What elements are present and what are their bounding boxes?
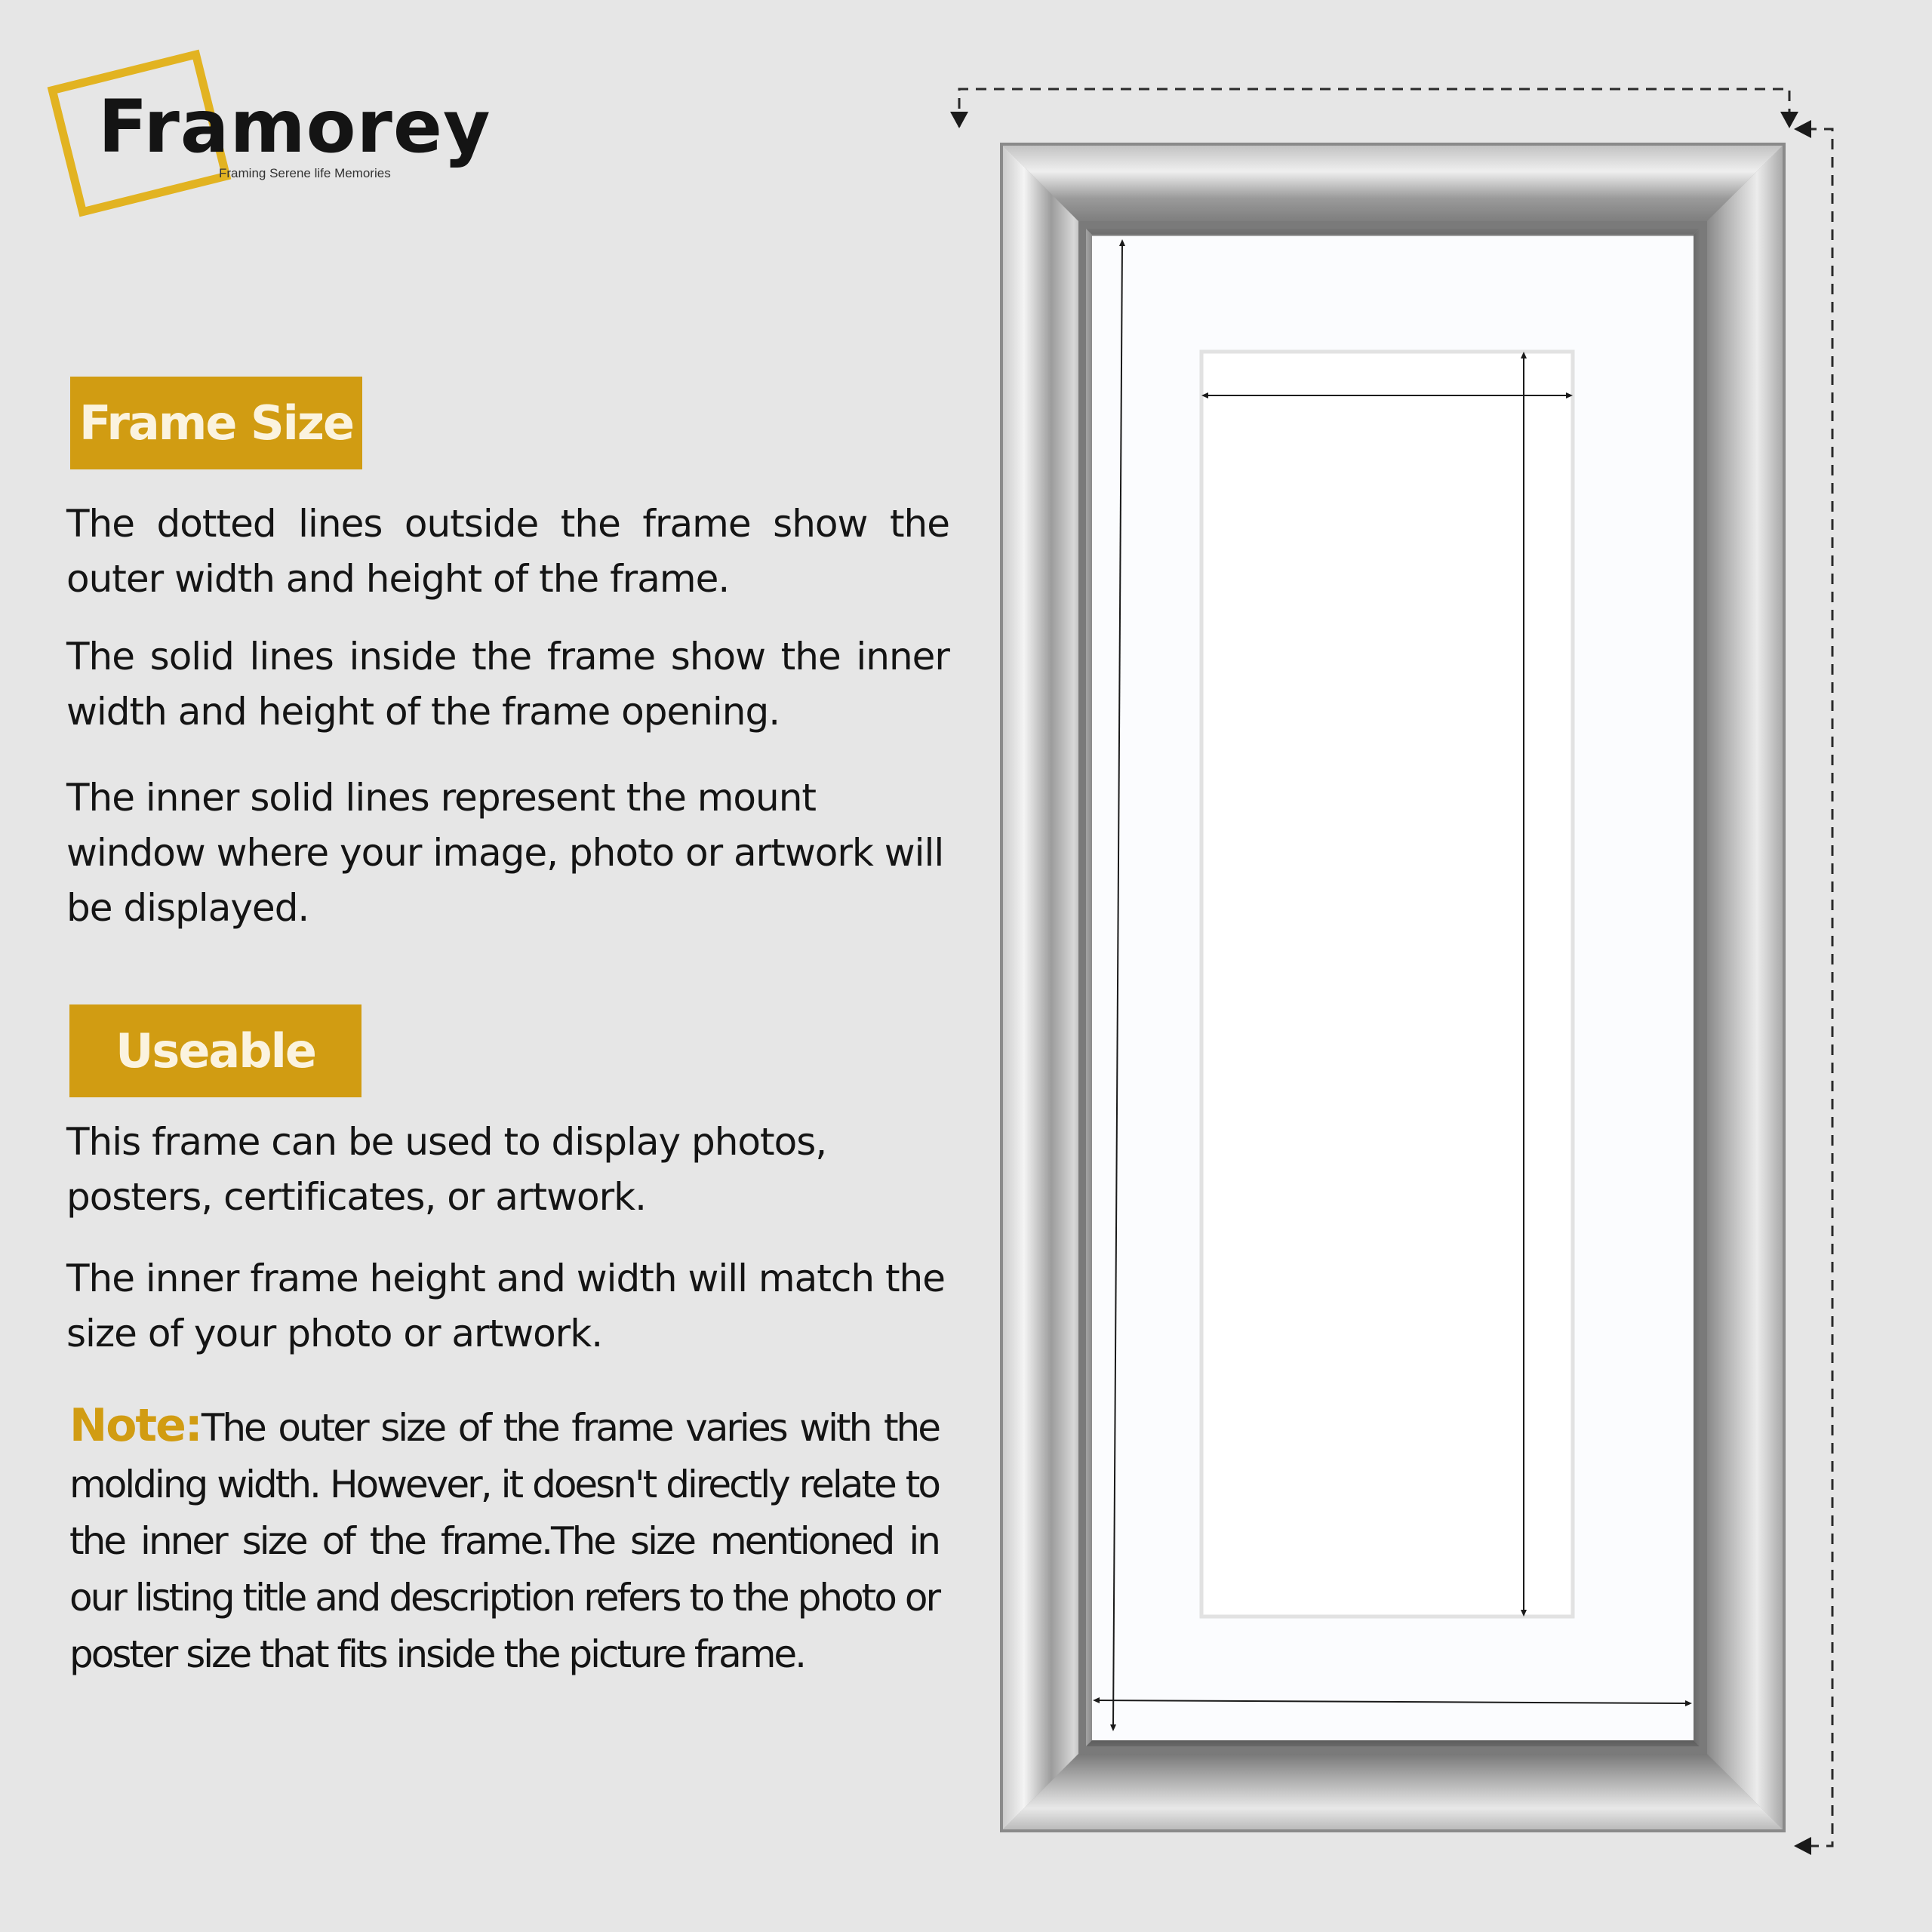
- useable-paragraph-1: This frame can be used to display photos, posters, certificates, or artwork.: [66, 1120, 827, 1219]
- useable-heading: Useable: [69, 1004, 361, 1097]
- outer-height-dotted-arrow-icon: [1794, 120, 1832, 1855]
- frame-size-paragraph-2: The solid lines inside the frame show the inner width and height of the frame opening.: [66, 635, 949, 734]
- outer-width-dotted-arrow-icon: [950, 89, 1798, 128]
- useable-paragraph-2: The inner frame height and width will match the size of your photo or artwork.: [66, 1257, 946, 1355]
- frame-size-heading: Frame Size: [70, 377, 362, 469]
- brand-tagline: Framing Serene life Memories: [219, 166, 391, 180]
- mount-window: [1201, 352, 1573, 1617]
- brand-name: Framorey: [98, 85, 491, 169]
- note-label: Note:: [69, 1399, 202, 1452]
- note-text: The outer size of the frame varies with the molding width. However, it doesn't directly relate to the inner size of the frame.The size mentioned in our listing title and description refers to the photo or poster size that fits inside the picture frame.: [69, 1406, 939, 1676]
- frame-size-paragraph-3: The inner solid lines represent the mount window where your image, photo or artwork will be displayed.: [66, 776, 944, 930]
- frame-size-paragraph-1: The dotted lines outside the frame show the outer width and height of the frame.: [66, 502, 949, 601]
